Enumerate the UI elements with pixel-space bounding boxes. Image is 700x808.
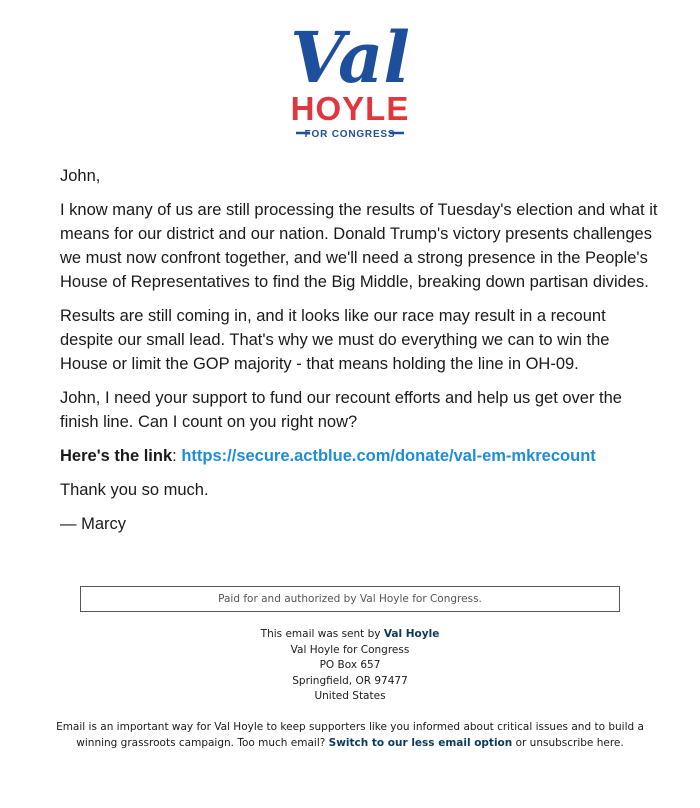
greeting: John, — [60, 167, 101, 185]
sent-by-prefix: This email was sent by — [260, 628, 381, 640]
logo-script-text: Val — [290, 16, 410, 99]
address-line-2: PO Box 657 — [319, 659, 381, 671]
campaign-logo — [260, 10, 440, 140]
less-email-link[interactable]: Switch to our less email option — [328, 736, 513, 749]
sender-name: Val Hoyle — [383, 628, 440, 640]
address-line-1: Val Hoyle for Congress — [290, 643, 410, 656]
footer-note — [56, 720, 644, 751]
thanks-line: Thank you so much. — [60, 481, 209, 499]
paragraph-2: Results are still coming in, and it looks like our race may result in a recount despite our small lead. That's why we must do everything we can to win the House or limit the GOP majority - that means holding the line in OH-09. — [60, 307, 610, 373]
address-line-3: Springfield, OR 97477 — [292, 674, 408, 687]
donate-link[interactable]: https://secure.actblue.com/donate/val-em-mkrecount — [181, 447, 596, 465]
paid-for-disclaimer: Paid for and authorized by Val Hoyle for Congress. — [80, 586, 620, 612]
footer-address — [150, 627, 550, 705]
paragraph-3: John, I need your support to fund our recount efforts and help us get over the finish line. Can I count on you right now? — [60, 389, 622, 431]
sent-by-line — [150, 627, 550, 643]
note-or: or — [515, 736, 527, 749]
signature: — Marcy — [60, 515, 126, 533]
logo-tagline-text: FOR CONGRESS — [304, 129, 396, 140]
note-text: Email is an important way for Val Hoyle to keep supporters like you informed about critical issues and to build a winning grassroots campaign. Too much email? — [56, 721, 644, 749]
logo-name-text: HOYLE — [290, 90, 410, 127]
unsubscribe-link[interactable]: unsubscribe here. — [529, 736, 624, 749]
link-colon: : — [172, 447, 177, 465]
donate-link-line — [60, 444, 660, 468]
email-body — [60, 164, 660, 546]
link-label: Here's the link — [60, 447, 173, 465]
address-line-4: United States — [314, 690, 386, 702]
paragraph-1: I know many of us are still processing the results of Tuesday's election and what it means for our district and our nation. Donald Trump's victory presents challenges we must now confront together, and we'll need a strong presence in the People's House of Representatives to find the Big Middle, breaking down partisan divides. — [60, 201, 658, 291]
